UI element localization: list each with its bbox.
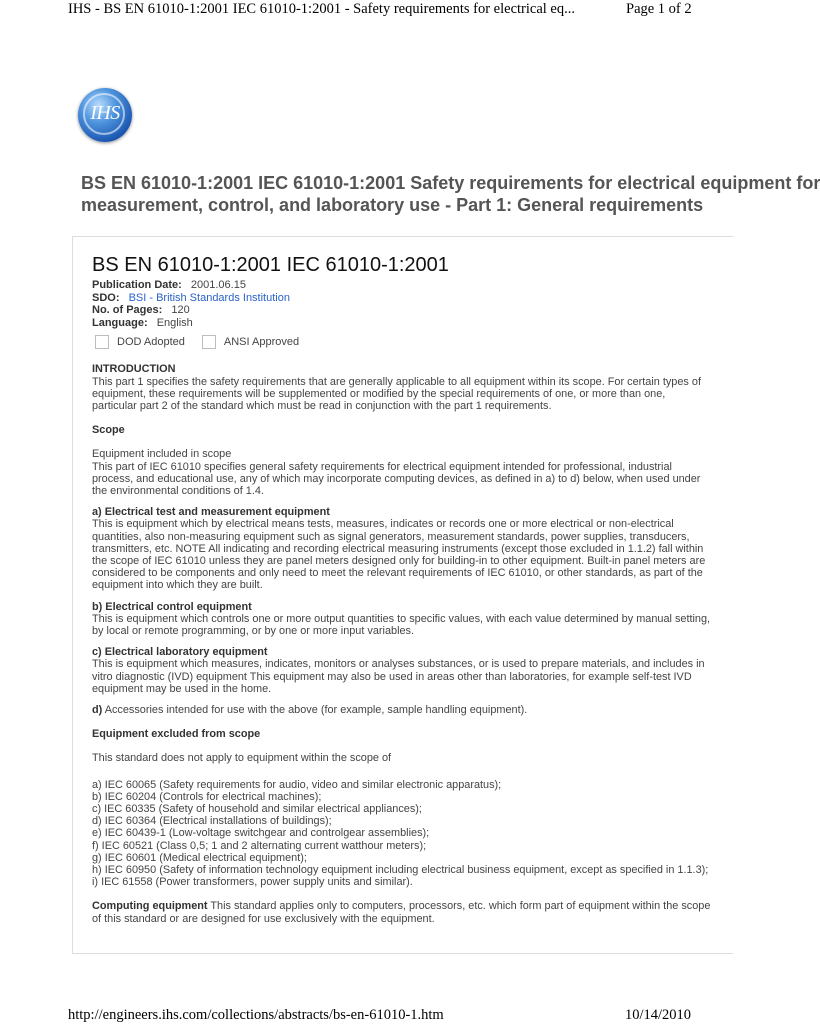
ansi-approved-checkbox[interactable] xyxy=(202,335,216,349)
computing-text: This standard applies only to computers, processors, etc. which form part of equipment within the scope of this standard or are designed for use exclusively with the equipment. xyxy=(92,900,711,925)
page-title-line-1: BS EN 61010-1:2001 IEC 61010-1:2001 Safety requirements for electrical equipment for xyxy=(81,173,820,193)
pages-label: No. of Pages: xyxy=(92,304,163,317)
publication-date-value: 2001.06.15 xyxy=(190,279,246,291)
abstract-body xyxy=(92,363,712,925)
language-row xyxy=(92,317,698,330)
page-title-line-2: measurement, control, and laboratory use - Part 1: General requirements xyxy=(81,195,704,215)
document-header-title: IHS - BS EN 61010-1:2001 IEC 61010-1:2001 - Safety requirements for electrical eq... xyxy=(68,1,575,17)
page-title xyxy=(81,172,820,216)
excluded-list xyxy=(92,779,712,889)
excluded-list-item: d) IEC 60364 (Electrical installations of buildings); xyxy=(92,815,332,828)
footer-date: 10/14/2010 xyxy=(625,1007,692,1023)
flags-row xyxy=(92,331,698,353)
section-b-text: This is equipment which controls one or more output quantities to specific values, with each value determined by manual setting, by local or remote programming, or by one or more input variables. xyxy=(92,612,711,638)
section-a-text: This is equipment which by electrical means tests, measures, indicates or records one or more electrical or non-electrical quantities, also non-measuring equipment such as signal generators, measurement standards, power supplies, transducers, transmitters, etc. NOTE All indicating and recording electrical measuring instruments (except those excluded in 1.1.2) fall within the scope of IEC 61010 unless they are panel meters designed only for building-in to other equipment. Built-in panel meters are considered to be components and only need to meet the relevant requirements of IEC 61010, or other standards, as part of the equipment into which they are built. xyxy=(92,518,706,592)
dod-adopted-label: DOD Adopted xyxy=(117,336,185,349)
footer-url: http://engineers.ihs.com/collections/abstracts/bs-en-61010-1.htm xyxy=(68,1007,444,1023)
pages-value: 120 xyxy=(171,304,190,317)
standard-title: BS EN 61010-1:2001 IEC 61010-1:2001 xyxy=(92,254,449,276)
introduction-text: This part 1 specifies the safety requirements that are generally applicable to all equipment within its scope. For certain types of equipment, these requirements will be supplemented or modified by the special requirements of one, or more than one, particular part 2 of the standard which must be read in conjunction with the part 1 requirements. xyxy=(92,375,701,412)
computing-heading: Computing equipment xyxy=(92,900,208,913)
excluded-intro: This standard does not apply to equipment within the scope of xyxy=(92,752,392,765)
section-c-text: This is equipment which measures, indicates, monitors or analyses substances, or is used to prepare materials, and includes in vitro diagnostic (IVD) equipment This equipment may also be used in areas other than laboratories, for example self-test IVD equipment may be used in the home. xyxy=(92,658,705,695)
page-indicator: Page 1 of 2 xyxy=(626,1,692,17)
section-d-text: Accessories intended for use with the above (for example, sample handling equipment). xyxy=(102,704,528,717)
section-d-heading: d) xyxy=(92,704,103,717)
scope-text: This part of IEC 61010 specifies general safety requirements for electrical equipment intended for professional, industrial process, and educational use, any of which may incorporate computing devices, as defined in a) to d) below, when used under the environmental conditions of 1.4. xyxy=(92,460,701,497)
ihs-logo[interactable] xyxy=(78,88,132,142)
sdo-label: SDO: xyxy=(92,291,120,304)
section-b-heading: b) Electrical control equipment xyxy=(92,600,252,613)
computing-paragraph xyxy=(92,900,712,924)
scope-heading: Scope xyxy=(92,424,125,437)
excluded-list-item: a) IEC 60065 (Safety requirements for audio, video and similar electronic apparatus); xyxy=(92,778,502,791)
excluded-list-item: i) IEC 61558 (Power transformers, power supply units and similar). xyxy=(92,876,413,889)
pages-row xyxy=(92,304,698,317)
section-a-heading: a) Electrical test and measurement equipment xyxy=(92,506,330,519)
content-clip xyxy=(92,250,711,950)
scope-subheading: Equipment included in scope xyxy=(92,448,232,461)
section-d-paragraph xyxy=(92,704,712,716)
excluded-list-item: e) IEC 60439-1 (Low-voltage switchgear and controlgear assemblies); xyxy=(92,827,430,840)
logo-text: IHS xyxy=(90,102,120,124)
ansi-approved-label: ANSI Approved xyxy=(223,336,300,349)
excluded-heading: Equipment excluded from scope xyxy=(92,728,261,741)
publication-date-label: Publication Date: xyxy=(92,279,182,291)
excluded-list-item: g) IEC 60601 (Medical electrical equipment); xyxy=(92,851,307,864)
publication-date-row xyxy=(92,279,698,292)
excluded-list-item: b) IEC 60204 (Controls for electrical machines); xyxy=(92,790,322,803)
introduction-heading: INTRODUCTION xyxy=(92,363,176,376)
sdo-link[interactable]: BSI - British Standards Institution xyxy=(128,291,290,304)
excluded-list-item: h) IEC 60950 (Safety of information technology equipment including electrical business equipment, except as specified in 1.1.3); xyxy=(92,864,709,877)
excluded-list-item: f) IEC 60521 (Class 0,5; 1 and 2 alternating current watthour meters); xyxy=(92,839,427,852)
language-value: English xyxy=(156,316,193,329)
language-label: Language: xyxy=(92,316,148,329)
dod-adopted-checkbox[interactable] xyxy=(95,335,109,349)
sdo-row xyxy=(92,292,698,305)
excluded-list-item: c) IEC 60335 (Safety of household and similar electrical appliances); xyxy=(92,803,422,816)
section-c-heading: c) Electrical laboratory equipment xyxy=(92,646,268,659)
